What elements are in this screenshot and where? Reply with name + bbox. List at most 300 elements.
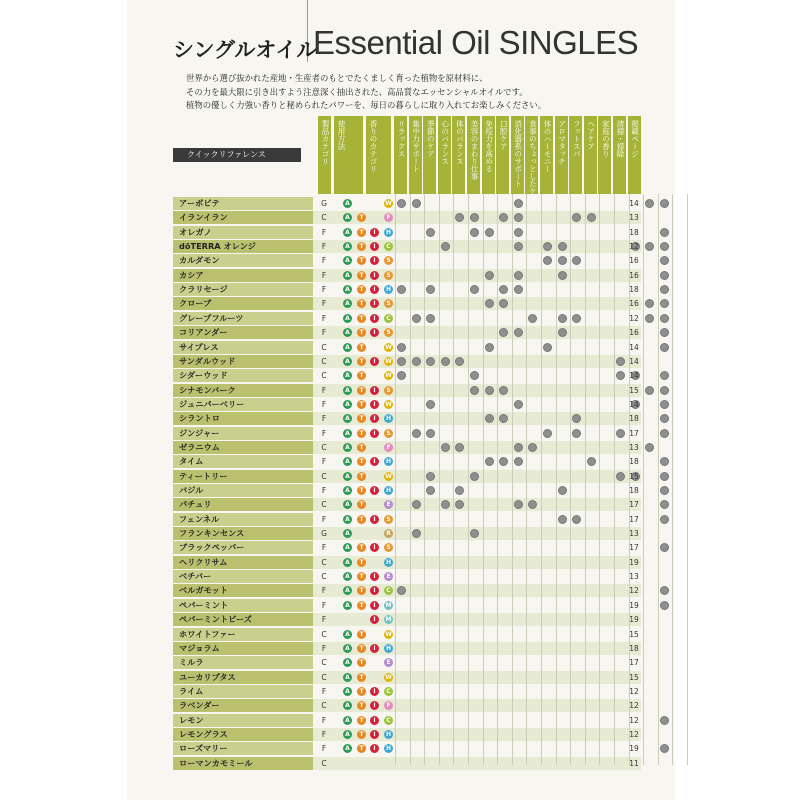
usage-dot	[558, 242, 567, 251]
column-header	[438, 116, 452, 194]
page-number: 13	[629, 529, 639, 539]
column-header	[540, 116, 554, 194]
usage-method-icon: I	[370, 256, 379, 265]
usage-dot	[660, 400, 669, 409]
scent-category-icon: C	[384, 586, 393, 595]
grid-line	[556, 194, 557, 765]
usage-dot	[660, 486, 669, 495]
usage-method-icon: T	[357, 472, 366, 481]
oil-name: シダーウッド	[173, 369, 313, 382]
product-category: C	[321, 672, 327, 682]
usage-dot	[426, 228, 435, 237]
usage-method-icon: I	[370, 543, 379, 552]
oil-name: ミルラ	[173, 656, 313, 669]
scent-category-icon: R	[384, 529, 393, 538]
usage-method-icon: I	[370, 228, 379, 237]
scent-category-icon: C	[384, 314, 393, 323]
product-category: F	[321, 729, 327, 739]
usage-dot	[470, 472, 479, 481]
page-number: 19	[629, 600, 639, 610]
usage-method-icon: I	[370, 486, 379, 495]
usage-method-icon: A	[343, 242, 352, 251]
usage-dot	[660, 271, 669, 280]
oil-name: ペパーミントビーズ	[173, 613, 313, 626]
usage-dot	[660, 285, 669, 294]
oil-name: アーボビテ	[173, 197, 313, 210]
usage-dot	[412, 500, 421, 509]
page-number: 13	[629, 213, 639, 223]
usage-dot	[441, 443, 450, 452]
scent-category-icon: W	[385, 472, 392, 480]
page-number: 16	[629, 270, 639, 280]
grid-line	[395, 194, 396, 765]
scent-category-icon: S	[384, 328, 393, 337]
grid-line	[585, 194, 586, 765]
usage-dot	[616, 357, 625, 366]
usage-dot	[660, 429, 669, 438]
usage-method-icon: T	[357, 744, 366, 753]
usage-method-icon: T	[357, 543, 366, 552]
usage-method-icon: A	[343, 386, 352, 395]
product-category: F	[321, 385, 327, 395]
usage-method-icon: A	[343, 658, 352, 667]
usage-method-icon: A	[343, 213, 352, 222]
product-category: C	[321, 356, 327, 366]
product-category: C	[321, 342, 327, 352]
column-header	[598, 116, 612, 194]
column-header	[569, 116, 583, 194]
usage-dot	[543, 242, 552, 251]
column-header	[482, 116, 496, 194]
usage-method-icon: A	[343, 630, 352, 639]
oil-name: クラリセージ	[173, 283, 313, 296]
usage-dot	[558, 314, 567, 323]
oil-name: ジュニパーベリー	[173, 398, 313, 411]
grid-line	[497, 194, 498, 765]
page-number: 17	[629, 658, 639, 668]
grid-line	[614, 194, 615, 765]
usage-dot	[660, 328, 669, 337]
usage-method-icon: A	[343, 716, 352, 725]
grid-line	[512, 194, 513, 765]
usage-method-icon: A	[343, 328, 352, 337]
oil-name: ラベンダー	[173, 699, 313, 712]
scent-category-icon: S	[384, 299, 393, 308]
grid-line	[410, 194, 411, 765]
scent-category-icon: W	[385, 372, 392, 380]
usage-method-icon: T	[357, 572, 366, 581]
page-number: 13	[629, 572, 639, 582]
usage-method-icon: A	[343, 228, 352, 237]
page-number: 15	[629, 672, 639, 682]
usage-method-icon: I	[370, 271, 379, 280]
usage-method-icon: I	[370, 400, 379, 409]
product-category: C	[321, 629, 327, 639]
column-header	[467, 116, 481, 194]
oil-name: ベルガモット	[173, 584, 313, 597]
usage-dot	[514, 285, 523, 294]
usage-dot	[660, 199, 669, 208]
page-number: 17	[629, 500, 639, 510]
usage-dot	[514, 443, 523, 452]
usage-method-icon: T	[357, 213, 366, 222]
usage-method-icon: I	[370, 515, 379, 524]
oil-name: ティートリー	[173, 470, 313, 483]
usage-dot	[412, 429, 421, 438]
usage-method-icon: I	[370, 615, 379, 624]
page-number: 18	[629, 486, 639, 495]
column-header	[366, 116, 392, 194]
usage-method-icon: A	[343, 357, 352, 366]
oil-name: コリアンダー	[173, 326, 313, 339]
usage-method-icon: A	[343, 572, 352, 581]
column-header	[318, 116, 332, 194]
page-number: 16	[629, 328, 639, 338]
page-number: 18	[629, 457, 639, 467]
usage-dot	[485, 271, 494, 280]
usage-method-icon: A	[343, 400, 352, 409]
scent-category-icon: H	[385, 745, 392, 753]
usage-method-icon: T	[357, 716, 366, 725]
product-category: F	[321, 428, 327, 438]
usage-method-icon: T	[357, 242, 366, 251]
column-header-label: リラックス	[397, 120, 406, 158]
oil-name: ローマンカモミール	[173, 757, 313, 770]
scent-category-icon: E	[384, 572, 393, 581]
column-header	[394, 116, 408, 194]
product-category: F	[321, 256, 327, 266]
oil-name: サンダルウッド	[173, 355, 313, 368]
product-category: F	[321, 227, 327, 237]
usage-dot	[485, 228, 494, 237]
usage-method-icon: T	[357, 500, 366, 509]
column-header-label: 美容のまわり仕事	[470, 120, 479, 180]
usage-dot	[572, 515, 581, 524]
usage-dot	[412, 314, 421, 323]
page-number: 12	[629, 729, 639, 739]
column-header-label: 心のバランス	[440, 120, 450, 165]
usage-method-icon: A	[343, 500, 352, 509]
usage-dot	[397, 343, 406, 352]
column-header	[409, 116, 423, 194]
usage-method-icon: A	[343, 701, 352, 710]
oil-name: dōTERRA オレンジ	[173, 240, 313, 253]
page-number: 12	[629, 701, 639, 711]
usage-method-icon: I	[370, 687, 379, 696]
usage-dot	[412, 357, 421, 366]
usage-method-icon: T	[357, 429, 366, 438]
column-header	[555, 116, 569, 194]
usage-method-icon: A	[343, 529, 352, 538]
page-number: 15	[629, 629, 639, 639]
usage-method-icon: A	[343, 256, 352, 265]
oil-name: クローブ	[173, 297, 313, 310]
scent-category-icon: H	[385, 487, 392, 494]
scent-category-icon: W	[385, 343, 392, 351]
usage-dot	[660, 515, 669, 524]
intro-text	[186, 72, 606, 113]
usage-method-icon: A	[343, 314, 352, 323]
page-number: 16	[629, 299, 639, 309]
product-category: C	[321, 371, 327, 381]
intro-line: その力を最大限に引き出すよう注意深く抽出された、高品質なエッセンシャルオイルです。	[186, 86, 528, 97]
column-header	[334, 116, 364, 194]
page-number: 19	[629, 557, 639, 567]
usage-method-icon: A	[343, 299, 352, 308]
product-category: C	[321, 758, 327, 768]
scent-category-icon: S	[384, 386, 393, 395]
page-number: 18	[629, 285, 639, 295]
usage-method-icon: A	[343, 486, 352, 495]
usage-method-icon: I	[370, 716, 379, 725]
column-header	[511, 116, 525, 194]
scent-category-icon: H	[385, 644, 392, 652]
oil-name: ヘリクリサム	[173, 556, 313, 569]
usage-method-icon: T	[357, 687, 366, 696]
oil-name: イランイラン	[173, 211, 313, 224]
column-header-label: 体のハーモニー	[543, 120, 552, 173]
page-number: 18	[629, 227, 639, 237]
usage-method-icon: I	[370, 285, 379, 294]
page-number: 12	[629, 242, 639, 252]
product-category: C	[321, 500, 327, 510]
usage-dot	[616, 429, 625, 438]
product-category: F	[321, 486, 327, 495]
usage-dot	[660, 228, 669, 237]
usage-method-icon: A	[343, 744, 352, 753]
usage-method-icon: T	[357, 644, 366, 653]
grid-line	[453, 194, 454, 765]
usage-dot	[470, 529, 479, 538]
usage-dot	[426, 429, 435, 438]
scent-category-icon: W	[385, 630, 392, 638]
product-category: G	[321, 199, 327, 208]
column-header-label: 製品カテゴリ	[321, 120, 330, 165]
column-header-label: アロマタッチ	[557, 120, 567, 165]
page-number: 17	[629, 428, 639, 438]
page-number: 11	[629, 758, 639, 768]
usage-dot	[572, 429, 581, 438]
oil-name: ジンジャー	[173, 427, 313, 440]
oil-name: オレガノ	[173, 226, 313, 239]
product-category: F	[321, 686, 327, 696]
usage-dot	[558, 328, 567, 337]
scent-category-icon: C	[384, 242, 393, 251]
page-number: 14	[629, 399, 639, 409]
column-header	[628, 116, 642, 194]
product-category: F	[321, 328, 327, 338]
product-category: F	[321, 586, 327, 596]
product-category: F	[321, 600, 327, 610]
oil-name: パチュリ	[173, 498, 313, 511]
page-number: 12	[629, 586, 639, 596]
grid-line	[483, 194, 484, 765]
scent-category-icon: E	[384, 500, 393, 509]
scent-category-icon: F	[384, 213, 393, 222]
usage-dot	[485, 343, 494, 352]
oil-name: バジル	[173, 484, 313, 497]
intro-line: 世界から選び抜かれた産地・生産者のもとでたくましく育った植物を原材料に、	[186, 73, 488, 83]
grid-line	[541, 194, 542, 765]
oil-name: グレープフルーツ	[173, 312, 313, 325]
intro-line: 植物の優しく力強い香りと秘められたパワーを、毎日の暮らしに取り入れてお楽しみください。	[186, 100, 547, 110]
usage-method-icon: T	[357, 314, 366, 323]
product-category: F	[321, 242, 327, 252]
scent-category-icon: M	[385, 616, 392, 624]
title-japanese: シングルオイル	[173, 38, 318, 62]
usage-dot	[572, 314, 581, 323]
usage-method-icon: T	[357, 228, 366, 237]
usage-dot	[543, 343, 552, 352]
usage-dot	[514, 271, 523, 280]
usage-method-icon: A	[343, 371, 352, 380]
usage-method-icon: A	[343, 673, 352, 682]
page-number: 16	[629, 256, 639, 266]
scent-category-icon: E	[384, 658, 393, 667]
oil-name: シナモンバーク	[173, 384, 313, 397]
grid-line	[570, 194, 571, 765]
grid-line	[599, 194, 600, 765]
scent-category-icon: W	[385, 673, 392, 681]
grid-line	[658, 194, 659, 765]
usage-dot	[660, 414, 669, 423]
oil-name: ベチバー	[173, 570, 313, 583]
scent-category-icon: W	[385, 400, 392, 408]
usage-method-icon: A	[343, 457, 352, 466]
page-number: 19	[629, 615, 639, 625]
page-number: 17	[629, 514, 639, 524]
usage-method-icon: T	[357, 515, 366, 524]
scent-category-icon: H	[385, 458, 392, 466]
usage-method-icon: I	[370, 299, 379, 308]
oil-name: ホワイトファー	[173, 628, 313, 641]
column-header-label: 香りのカテゴリ	[369, 120, 378, 173]
product-category: F	[321, 457, 327, 467]
usage-dot	[470, 228, 479, 237]
usage-method-icon: I	[370, 744, 379, 753]
product-category: F	[321, 299, 327, 309]
page-number: 15	[629, 385, 639, 395]
usage-dot	[426, 314, 435, 323]
usage-dot	[645, 386, 654, 395]
oil-name: ライム	[173, 685, 313, 698]
column-header-label: 体のバランス	[455, 120, 465, 165]
usage-method-icon: T	[357, 586, 366, 595]
scent-category-icon: S	[384, 256, 393, 265]
product-category: F	[321, 643, 327, 653]
usage-dot	[514, 199, 523, 208]
usage-method-icon: I	[370, 242, 379, 251]
usage-dot	[660, 371, 669, 380]
grid-line	[643, 194, 644, 765]
usage-method-icon: A	[343, 472, 352, 481]
column-header-label: 集中力サポート	[411, 120, 421, 173]
scent-category-icon: M	[385, 601, 392, 609]
column-header	[613, 116, 627, 194]
scent-category-icon: H	[385, 286, 392, 294]
usage-dot	[660, 601, 669, 610]
usage-method-icon: T	[357, 730, 366, 739]
oil-name: カルダモン	[173, 254, 313, 267]
usage-dot	[441, 357, 450, 366]
usage-dot	[514, 328, 523, 337]
page-number: 12	[629, 313, 639, 323]
page-number: 14	[629, 371, 639, 381]
usage-method-icon: A	[343, 414, 352, 423]
usage-method-icon: I	[370, 730, 379, 739]
usage-dot	[514, 400, 523, 409]
page-number: 19	[629, 744, 639, 754]
usage-dot	[645, 314, 654, 323]
oil-name: カシア	[173, 269, 313, 282]
scent-category-icon: H	[385, 558, 392, 566]
usage-method-icon: I	[370, 572, 379, 581]
grid-line	[526, 194, 527, 765]
product-category: G	[321, 529, 327, 539]
scent-category-icon: S	[384, 271, 393, 280]
product-category: C	[321, 572, 327, 582]
usage-dot	[660, 314, 669, 323]
product-category: F	[321, 744, 327, 754]
usage-dot	[616, 472, 625, 481]
usage-method-icon: A	[343, 285, 352, 294]
column-header-label: ヘアケア	[586, 120, 596, 150]
column-header-label: 消化器系のサポート	[513, 120, 523, 188]
usage-method-icon: A	[343, 586, 352, 595]
grid-line	[672, 194, 673, 765]
product-category: F	[321, 270, 327, 280]
product-category: C	[321, 471, 327, 481]
usage-method-icon: A	[343, 543, 352, 552]
grid-line	[439, 194, 440, 765]
usage-method-icon: T	[357, 630, 366, 639]
product-category: C	[321, 658, 327, 668]
usage-method-icon: I	[370, 457, 379, 466]
usage-method-icon: A	[343, 343, 352, 352]
usage-dot	[543, 429, 552, 438]
usage-dot	[558, 271, 567, 280]
usage-dot	[660, 716, 669, 725]
column-header-label: 家庭の香り	[601, 120, 611, 158]
scent-category-icon: H	[385, 730, 392, 738]
product-category: F	[321, 715, 327, 725]
usage-method-icon: T	[357, 285, 366, 294]
column-header-label: 掲載ページ	[630, 120, 640, 158]
page-number: 12	[629, 715, 639, 725]
product-category: F	[321, 285, 327, 295]
usage-method-icon: T	[357, 386, 366, 395]
grid-line	[629, 194, 630, 765]
product-category: F	[321, 514, 327, 524]
column-header-label: 使用方法	[337, 120, 346, 150]
quick-reference-label: クイックリファレンス	[173, 148, 301, 162]
usage-method-icon: I	[370, 429, 379, 438]
usage-method-icon: I	[370, 414, 379, 423]
usage-method-icon: T	[357, 371, 366, 380]
column-header	[584, 116, 598, 194]
grid-line	[424, 194, 425, 765]
oil-name: レモン	[173, 714, 313, 727]
usage-method-icon: T	[357, 673, 366, 682]
scent-category-icon: S	[384, 515, 393, 524]
usage-dot	[499, 386, 508, 395]
usage-dot	[426, 472, 435, 481]
usage-method-icon: T	[357, 701, 366, 710]
oil-name: フェンネル	[173, 513, 313, 526]
scent-category-icon: W	[385, 200, 392, 207]
scent-category-icon: F	[384, 443, 393, 452]
page-number: 14	[629, 199, 639, 208]
